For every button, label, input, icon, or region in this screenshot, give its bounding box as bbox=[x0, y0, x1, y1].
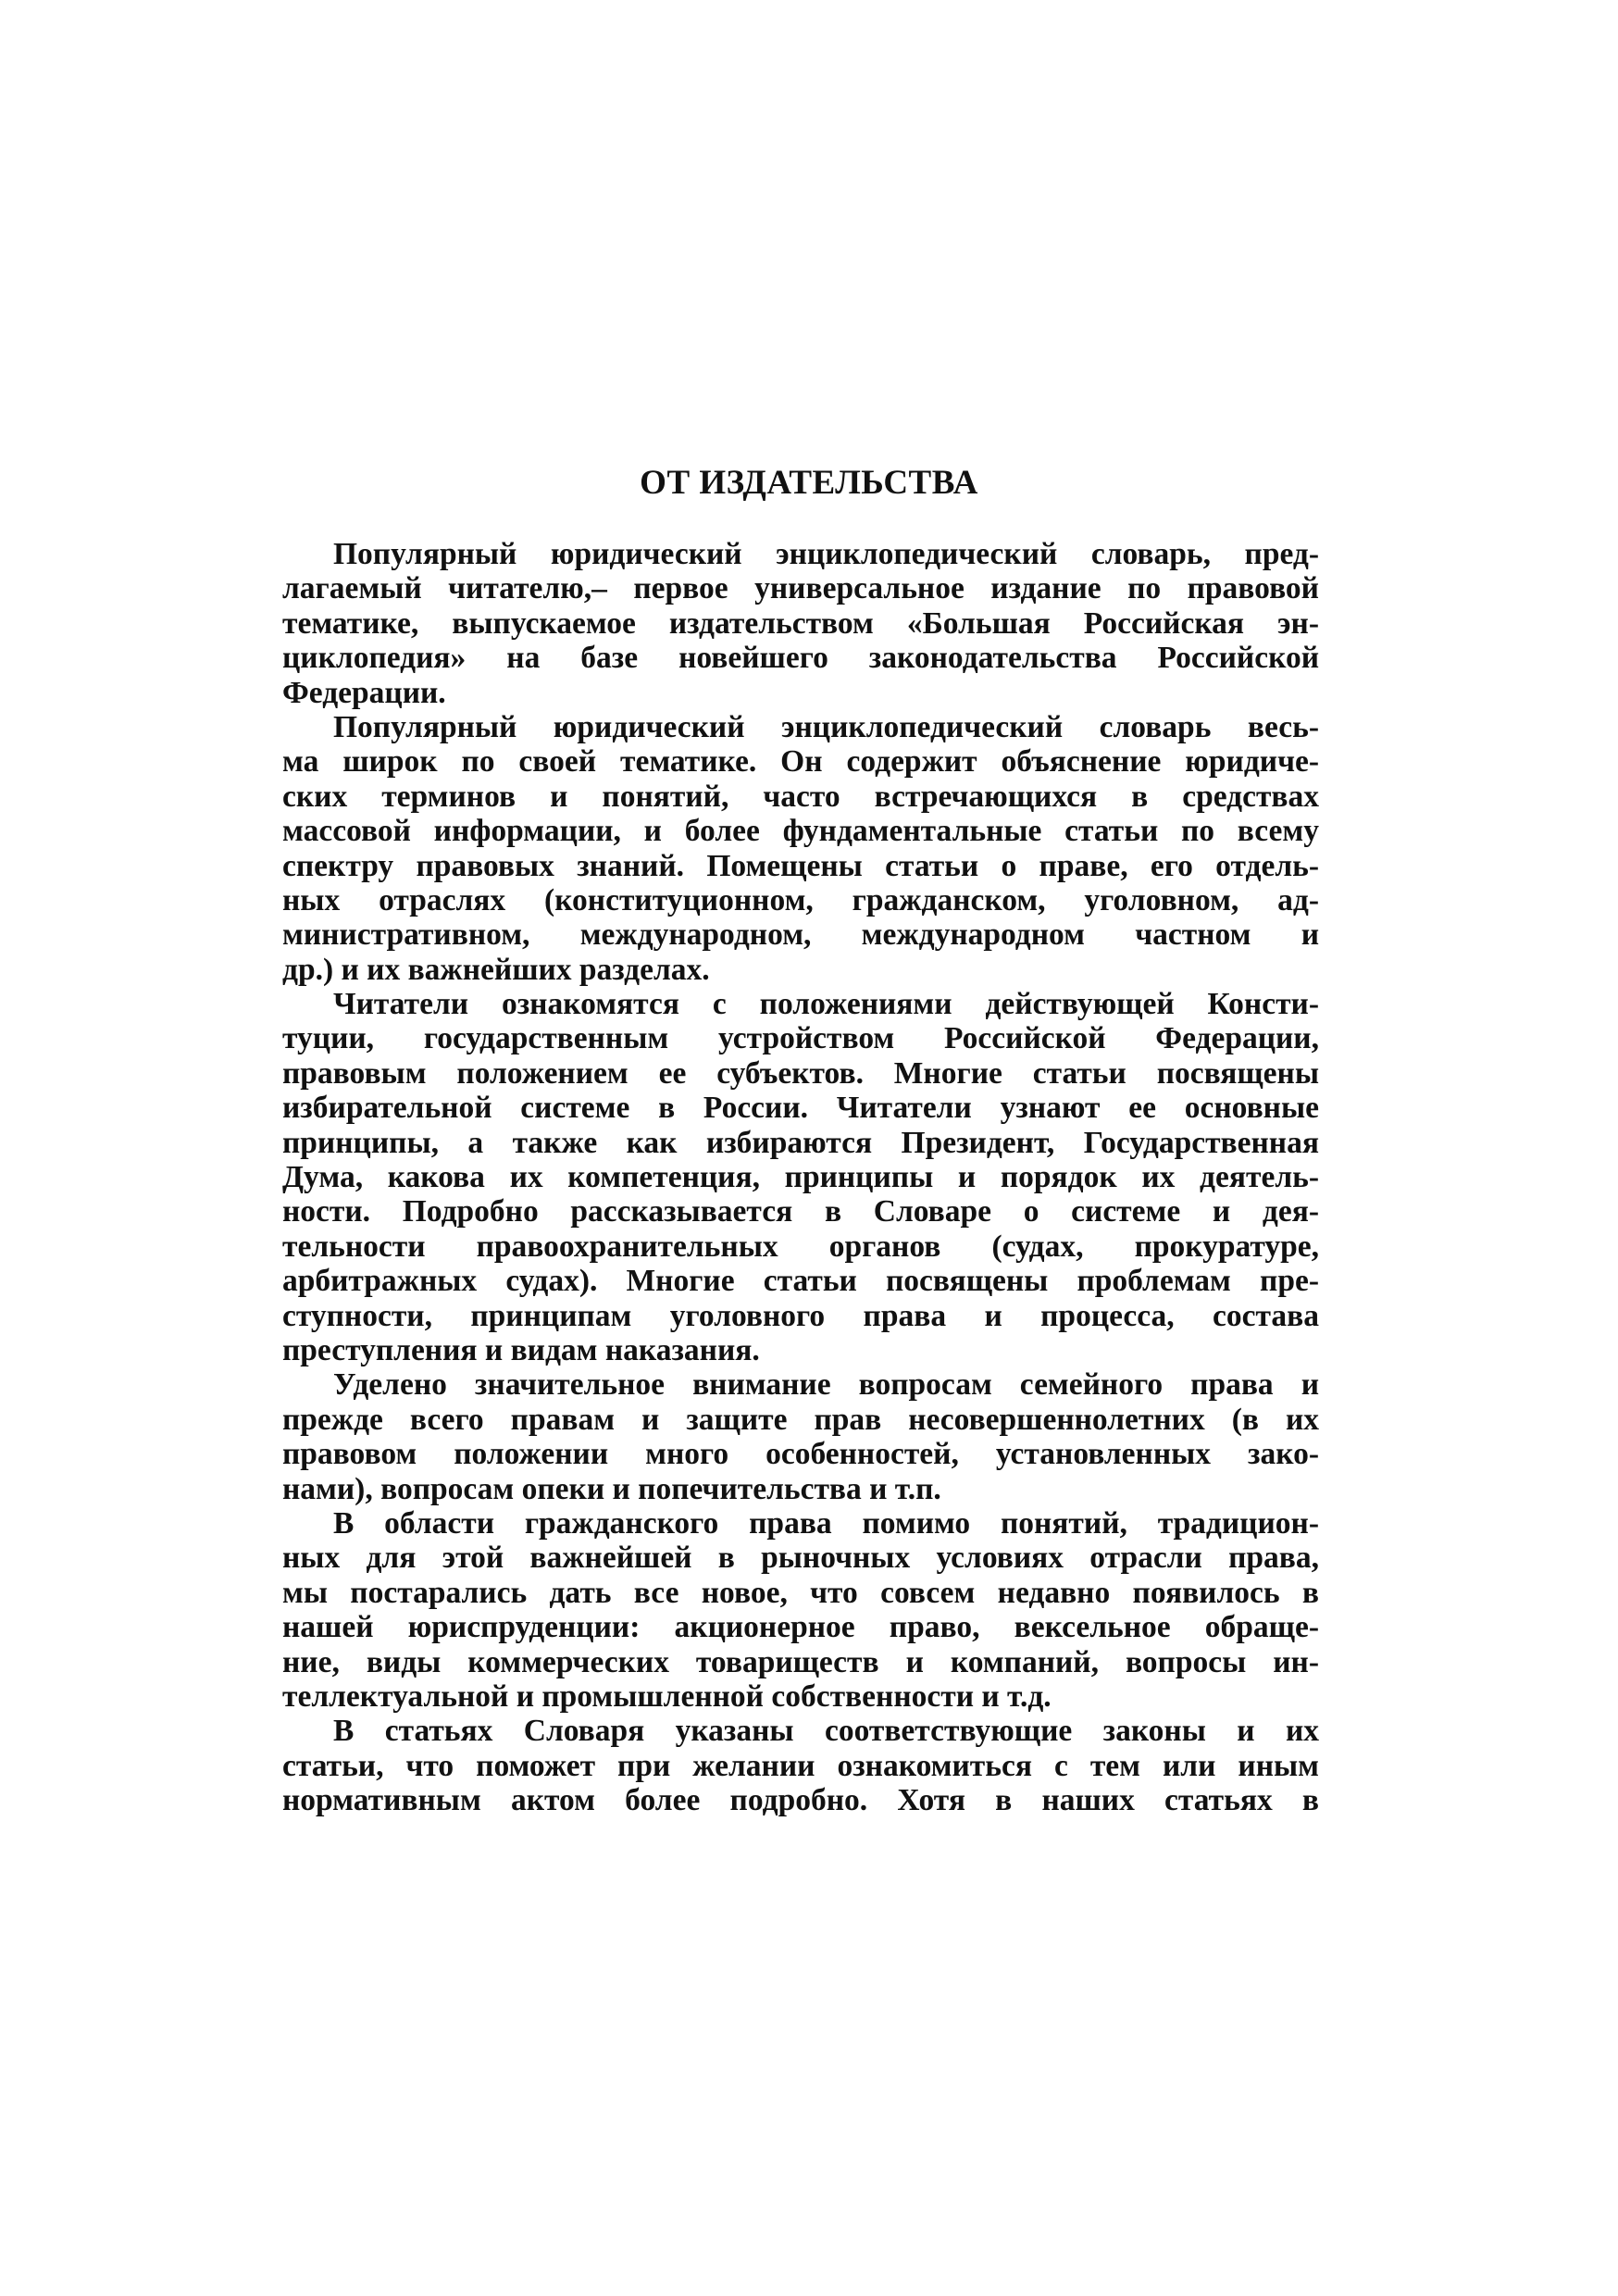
text-line: Популярный юридический энциклопедический словарь, пред- bbox=[333, 537, 1319, 571]
paragraph bbox=[282, 987, 1319, 1367]
text-line: ступности, принципам уголовного права и процесса, состава bbox=[282, 1298, 1319, 1333]
text-line: циклопедия» на базе новейшего законодательства Российской bbox=[282, 641, 1319, 676]
text-line: правовом положении много особенностей, установленных зако- bbox=[282, 1437, 1319, 1472]
text-line: Популярный юридический энциклопедический словарь весь- bbox=[333, 709, 1319, 744]
text-line: Федерации. bbox=[282, 675, 446, 710]
paragraph bbox=[282, 1506, 1319, 1714]
text-line: нашей юриспруденции: акционерное право, вексельное обраще- bbox=[282, 1610, 1319, 1645]
text-line: массовой информации, и более фундаментальные статьи по всему bbox=[282, 814, 1319, 849]
paragraph bbox=[282, 1367, 1319, 1506]
body-text bbox=[282, 537, 1319, 1817]
text-line: Читатели ознакомятся с положениями действующей Консти- bbox=[333, 987, 1319, 1022]
text-line: избирательной системе в России. Читатели узнают ее основные bbox=[282, 1091, 1319, 1126]
text-line: преступления и видам наказания. bbox=[282, 1332, 760, 1367]
text-line: статьи, что поможет при желании ознакомиться с тем или иным bbox=[282, 1748, 1319, 1783]
paragraph bbox=[282, 537, 1319, 710]
paragraph bbox=[282, 710, 1319, 987]
text-line: ности. Подробно рассказывается в Словаре о системе и дея- bbox=[282, 1194, 1319, 1229]
text-line: ских терминов и понятий, часто встречающихся в средствах bbox=[282, 779, 1319, 814]
text-line: Дума, какова их компетенция, принципы и порядок их деятель- bbox=[282, 1160, 1319, 1195]
text-line: теллектуальной и промышленной собственности и т.д. bbox=[282, 1678, 1052, 1714]
text-line: ние, виды коммерческих товариществ и компаний, вопросы ин- bbox=[282, 1644, 1319, 1679]
text-line: ных для этой важнейшей в рыночных условиях отрасли права, bbox=[282, 1541, 1319, 1576]
text-line: В области гражданского права помимо понятий, традицион- bbox=[333, 1505, 1319, 1541]
text-line: нами), вопросам опеки и попечительства и т.п. bbox=[282, 1471, 941, 1506]
text-line: ных отраслях (конституционном, гражданском, уголовном, ад- bbox=[282, 882, 1319, 917]
text-line: туции, государственным устройством Российской Федерации, bbox=[282, 1021, 1319, 1056]
text-line: мы постарались дать все новое, что совсем недавно появилось в bbox=[282, 1575, 1319, 1610]
paragraph bbox=[282, 1714, 1319, 1817]
text-line: спектру правовых знаний. Помещены статьи о праве, его отдель- bbox=[282, 848, 1319, 883]
text-line: нормативным актом более подробно. Хотя в наших статьях в bbox=[282, 1783, 1319, 1818]
text-line: министративном, международном, международном частном и bbox=[282, 917, 1319, 953]
text-line: В статьях Словаря указаны соответствующие законы и их bbox=[333, 1714, 1319, 1749]
page-title: ОТ ИЗДАТЕЛЬСТВА bbox=[640, 464, 978, 502]
text-line: арбитражных судах). Многие статьи посвящены проблемам пре- bbox=[282, 1264, 1319, 1299]
text-line: др.) и их важнейших разделах. bbox=[282, 952, 710, 987]
text-line: принципы, а также как избираются Президент, Государственная bbox=[282, 1125, 1319, 1160]
text-line: ма широк по своей тематике. Он содержит объяснение юридиче- bbox=[282, 744, 1319, 780]
text-line: правовым положением ее субъектов. Многие статьи посвящены bbox=[282, 1055, 1319, 1091]
text-line: Уделено значительное внимание вопросам семейного права и bbox=[333, 1367, 1319, 1403]
text-line: тематике, выпускаемое издательством «Большая Российская эн- bbox=[282, 605, 1319, 641]
text-line: прежде всего правам и защите прав несовершеннолетних (в их bbox=[282, 1402, 1319, 1437]
text-line: тельности правоохранительных органов (судах, прокуратуре, bbox=[282, 1229, 1319, 1264]
text-line: лагаемый читателю,– первое универсальное издание по правовой bbox=[282, 571, 1319, 606]
